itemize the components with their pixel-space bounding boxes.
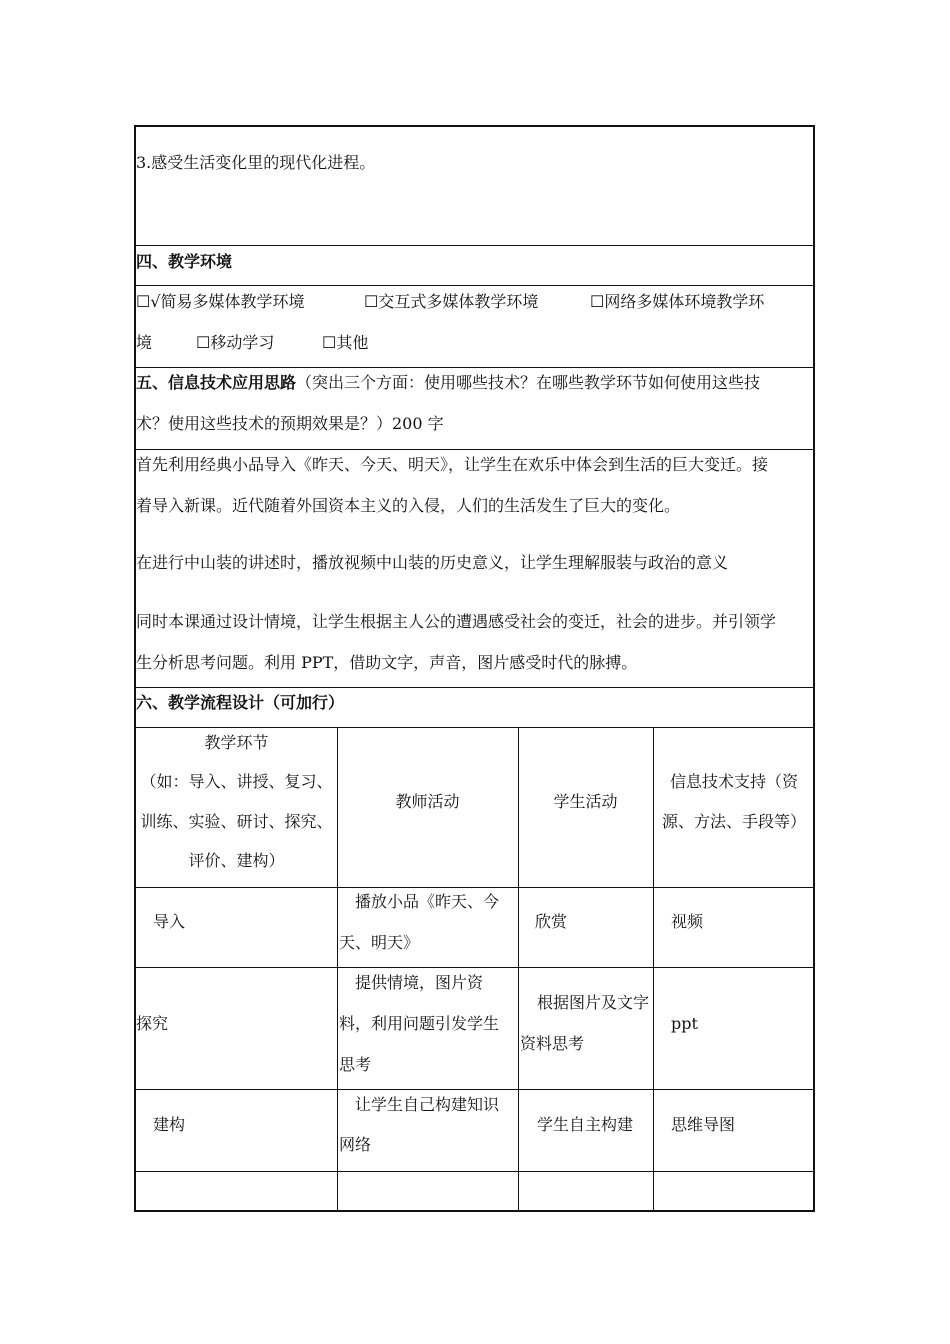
section-4-heading: 四、教学环境 xyxy=(136,252,233,271)
col-stage-header-3: 训练、实验、研讨、探究、 xyxy=(140,812,333,831)
row-3-stage: 建构 xyxy=(153,1115,186,1134)
row-3-tech: 思维导图 xyxy=(671,1115,736,1134)
row-1-teacher-line-1: 播放小品《昨天、今 xyxy=(355,892,500,911)
row-3-teacher-line-1: 让学生自己构建知识 xyxy=(355,1095,500,1114)
section-5-heading-line xyxy=(136,373,760,393)
col-tech-header-1: 信息技术支持（资 xyxy=(669,772,798,791)
row-divider xyxy=(136,367,813,368)
row-2-stage: 探究 xyxy=(136,1014,169,1033)
section-5-hint-cont: 术？使用这些技术的预期效果是？）200 字 xyxy=(136,414,444,433)
lesson-plan-table xyxy=(134,125,815,1212)
env-option-mobile[interactable]: ☐移动学习 xyxy=(196,333,275,352)
env-option-interactive[interactable]: ☐交互式多媒体教学环境 xyxy=(364,292,539,311)
it-paragraph-1-line-2: 着导入新课。近代随着外国资本主义的入侵，人们的生活发生了巨大的变化。 xyxy=(136,496,681,515)
row-divider xyxy=(136,449,813,450)
row-divider xyxy=(136,687,813,688)
row-1-student: 欣赏 xyxy=(535,912,568,931)
row-2-teacher-line-3: 思考 xyxy=(339,1055,372,1074)
row-1-tech: 视频 xyxy=(671,912,704,931)
col-teacher-header: 教师活动 xyxy=(395,792,460,811)
row-3-student: 学生自主构建 xyxy=(537,1115,634,1134)
row-divider xyxy=(136,727,813,728)
section-5-hint: （突出三个方面：使用哪些技术？在哪些教学环节如何使用这些技 xyxy=(296,373,761,392)
col-stage-header-4: 评价、建构） xyxy=(188,851,285,870)
row-2-tech: ppt xyxy=(671,1014,698,1033)
row-3-teacher-line-2: 网络 xyxy=(339,1135,372,1154)
it-paragraph-2: 在进行中山装的讲述时，播放视频中山装的历史意义，让学生理解服装与政治的意义 xyxy=(136,553,729,572)
row-2-teacher-line-1: 提供情境，图片资 xyxy=(355,973,484,992)
col-stage-header-2: （如：导入、讲授、复习、 xyxy=(140,772,333,791)
col-tech-header-2: 源、方法、手段等） xyxy=(661,812,806,831)
row-2-student-line-1: 根据图片及文字 xyxy=(537,993,650,1012)
row-divider xyxy=(136,1089,813,1090)
env-option-network-cont: 境 xyxy=(136,333,153,352)
row-2-student-line-2: 资料思考 xyxy=(520,1034,585,1053)
row-divider xyxy=(136,887,813,888)
row-2-teacher-line-2: 料，利用问题引发学生 xyxy=(339,1014,500,1033)
row-divider xyxy=(136,285,813,286)
col-stage-header-1: 教学环节 xyxy=(204,733,269,752)
it-paragraph-3-line-2: 生分析思考问题。利用 PPT，借助文字，声音，图片感受时代的脉搏。 xyxy=(136,653,638,672)
row-divider xyxy=(136,1171,813,1172)
it-paragraph-1-line-1: 首先利用经典小品导入《昨天、今天、明天》，让学生在欢乐中体会到生活的巨大变迁。接 xyxy=(136,455,769,474)
goal-item-3: 3.感受生活变化里的现代化进程。 xyxy=(136,153,376,172)
row-divider xyxy=(136,967,813,968)
col-student-header: 学生活动 xyxy=(553,792,618,811)
row-1-teacher-line-2: 天、明天》 xyxy=(339,933,420,952)
env-option-network[interactable]: ☐网络多媒体环境教学环 xyxy=(590,292,765,311)
section-6-heading: 六、教学流程设计（可加行） xyxy=(136,693,345,712)
env-option-other[interactable]: ☐其他 xyxy=(322,333,369,352)
it-paragraph-3-line-1: 同时本课通过设计情境，让学生根据主人公的遭遇感受社会的变迁，社会的进步。并引领学 xyxy=(136,612,777,631)
column-divider xyxy=(653,727,654,1212)
env-option-simple[interactable]: ☐√简易多媒体教学环境 xyxy=(136,292,305,311)
row-1-stage: 导入 xyxy=(153,912,186,931)
row-divider xyxy=(136,245,813,246)
section-5-heading: 五、信息技术应用思路 xyxy=(136,373,297,392)
